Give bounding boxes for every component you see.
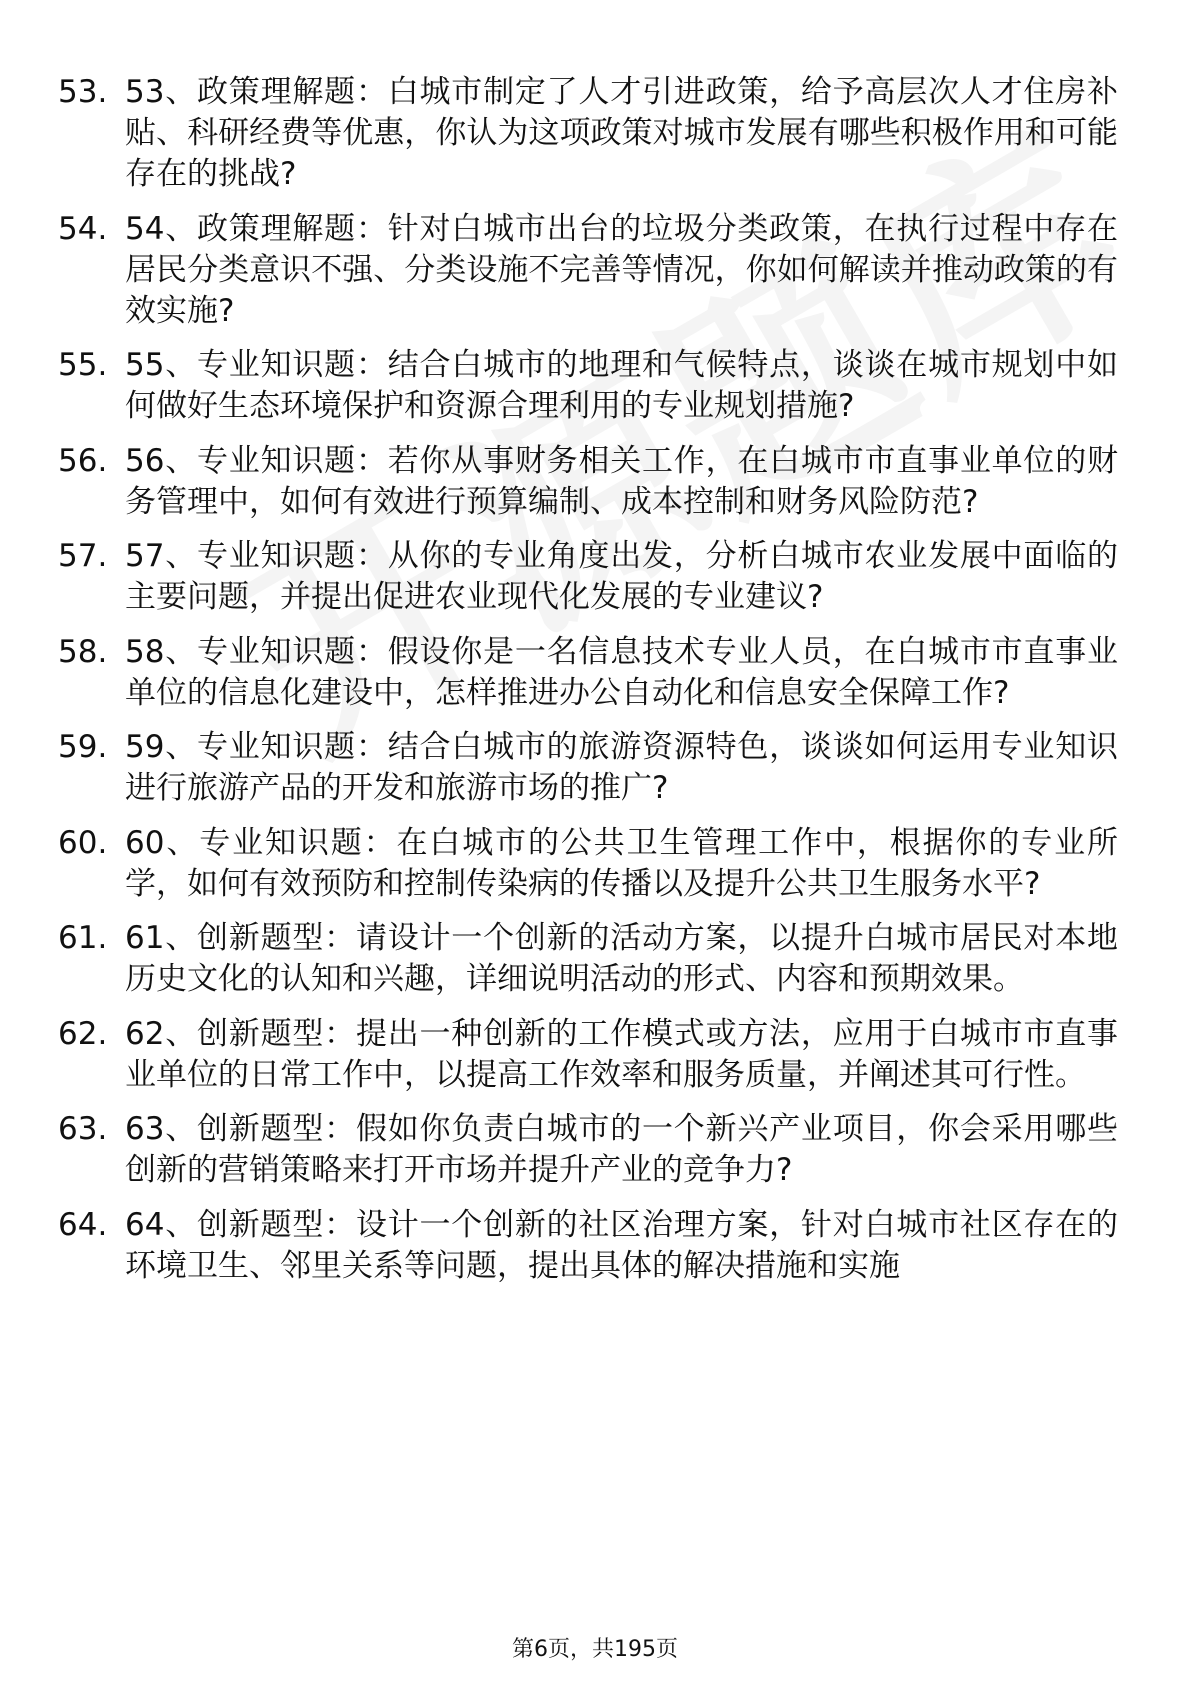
question-text: 63、创新题型：假如你负责白城市的一个新兴产业项目，你会采用哪些创新的营销策略来打开市场并提升产业的竞争力?: [125, 1111, 1118, 1188]
question-number: 60.: [58, 824, 108, 861]
question-number: 54.: [58, 210, 108, 247]
question-item-63: [58, 1109, 1118, 1191]
question-text: 55、专业知识题：结合白城市的地理和气候特点，谈谈在城市规划中如何做好生态环境保护和资源合理利用的专业规划措施?: [125, 347, 1118, 424]
question-text: 54、政策理解题：针对白城市出台的垃圾分类政策，在执行过程中存在居民分类意识不强、分类设施不完善等情况，你如何解读并推动政策的有效实施?: [125, 210, 1118, 329]
question-item-54: [58, 209, 1118, 332]
question-item-62: [58, 1014, 1118, 1096]
question-text: 62、创新题型：提出一种创新的工作模式或方法，应用于白城市市直事业单位的日常工作中，以提高工作效率和服务质量，并阐述其可行性。: [125, 1015, 1118, 1093]
question-item-57: [58, 536, 1118, 618]
question-item-64: [58, 1205, 1118, 1287]
question-number: 61.: [58, 920, 108, 956]
question-text: 60、专业知识题：在白城市的公共卫生管理工作中，根据你的专业所学，如何有效预防和控制传染病的传播以及提升公共卫生服务水平?: [125, 824, 1118, 902]
question-number: 55.: [58, 347, 108, 383]
question-number: 56.: [58, 442, 108, 479]
question-number: 59.: [58, 729, 108, 765]
question-number: 57.: [58, 538, 108, 574]
question-item-55: [58, 345, 1118, 427]
question-text: 58、专业知识题：假设你是一名信息技术专业人员，在白城市市直事业单位的信息化建设中，怎样推进办公自动化和信息安全保障工作?: [125, 633, 1118, 711]
question-text: 64、创新题型：设计一个创新的社区治理方案，针对白城市社区存在的环境卫生、邻里关系等问题，提出具体的解决措施和实施: [125, 1206, 1118, 1284]
question-item-58: [58, 632, 1118, 714]
question-text: 61、创新题型：请设计一个创新的活动方案，以提升白城市居民对本地历史文化的认知和兴趣，详细说明活动的形式、内容和预期效果。: [125, 920, 1118, 997]
question-list: [58, 72, 1118, 1300]
question-text: 53、政策理解题：白城市制定了人才引进政策，给予高层次人才住房补贴、科研经费等优惠，你认为这项政策对城市发展有哪些积极作用和可能存在的挑战?: [125, 74, 1118, 192]
question-text: 59、专业知识题：结合白城市的旅游资源特色，谈谈如何运用专业知识进行旅游产品的开发和旅游市场的推广?: [125, 729, 1118, 806]
question-number: 58.: [58, 633, 108, 670]
question-item-53: [58, 72, 1118, 195]
question-number: 64.: [58, 1206, 108, 1243]
question-text: 57、专业知识题：从你的专业角度出发，分析白城市农业发展中面临的主要问题，并提出促进农业现代化发展的专业建议?: [125, 538, 1118, 615]
page-footer: 第6页，共195页: [512, 1637, 678, 1662]
question-item-56: [58, 441, 1118, 523]
question-item-61: [58, 918, 1118, 1000]
question-item-60: [58, 823, 1118, 905]
question-number: 63.: [58, 1111, 108, 1147]
question-item-59: [58, 727, 1118, 809]
question-number: 62.: [58, 1015, 108, 1052]
question-number: 53.: [58, 74, 108, 110]
question-text: 56、专业知识题：若你从事财务相关工作，在白城市市直事业单位的财务管理中，如何有效进行预算编制、成本控制和财务风险防范?: [125, 442, 1118, 520]
